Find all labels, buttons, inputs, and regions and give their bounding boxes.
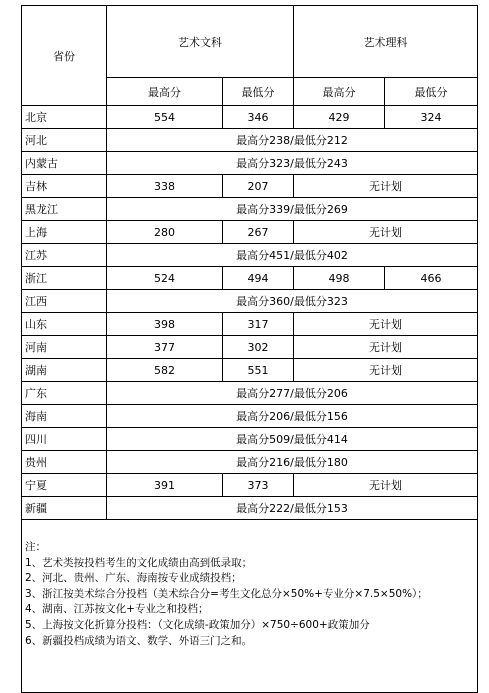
province-cell: 宁夏 — [22, 474, 107, 497]
merged-score-cell: 最高分238/最低分212 — [107, 129, 478, 152]
arts-liberal-header: 艺术文科 — [107, 6, 294, 78]
province-cell: 广东 — [22, 382, 107, 405]
table-row — [22, 129, 478, 152]
table-row — [22, 106, 478, 129]
table-row — [22, 359, 478, 382]
score-cell: 582 — [107, 359, 223, 382]
score-cell: 391 — [107, 474, 223, 497]
table-row — [22, 152, 478, 175]
score-cell: 377 — [107, 336, 223, 359]
score-cell: 280 — [107, 221, 223, 244]
no-plan-cell: 无计划 — [294, 313, 478, 336]
province-cell: 内蒙古 — [22, 152, 107, 175]
science-max-header: 最高分 — [294, 78, 385, 106]
notes-cell — [22, 520, 478, 693]
province-cell: 吉林 — [22, 175, 107, 198]
merged-score-cell: 最高分222/最低分153 — [107, 497, 478, 520]
score-cell: 302 — [223, 336, 294, 359]
province-cell: 江苏 — [22, 244, 107, 267]
score-cell: 346 — [223, 106, 294, 129]
merged-score-cell: 最高分216/最低分180 — [107, 451, 478, 474]
note-line: 2、河北、贵州、广东、海南按专业成绩投档； — [25, 572, 242, 585]
province-header: 省份 — [22, 6, 107, 106]
no-plan-cell: 无计划 — [294, 221, 478, 244]
score-cell: 338 — [107, 175, 223, 198]
score-cell: 554 — [107, 106, 223, 129]
province-cell: 北京 — [22, 106, 107, 129]
arts-science-header: 艺术理科 — [294, 6, 478, 78]
table-row — [22, 313, 478, 336]
score-cell: 317 — [223, 313, 294, 336]
merged-score-cell: 最高分360/最低分323 — [107, 290, 478, 313]
province-cell: 河北 — [22, 129, 107, 152]
table-row — [22, 451, 478, 474]
province-cell: 湖南 — [22, 359, 107, 382]
table-row — [22, 428, 478, 451]
table-row — [22, 221, 478, 244]
province-cell: 江西 — [22, 290, 107, 313]
score-cell: 398 — [107, 313, 223, 336]
liberal-min-header: 最低分 — [223, 78, 294, 106]
province-cell: 上海 — [22, 221, 107, 244]
table-row — [22, 290, 478, 313]
liberal-max-header: 最高分 — [107, 78, 223, 106]
no-plan-cell: 无计划 — [294, 336, 478, 359]
merged-score-cell: 最高分277/最低分206 — [107, 382, 478, 405]
note-line: 5、上海按文化折算分投档：（文化成绩-政策加分）×750÷600+政策加分 — [25, 618, 370, 631]
table-row — [22, 405, 478, 428]
table-row — [22, 497, 478, 520]
no-plan-cell: 无计划 — [294, 359, 478, 382]
note-line: 6、新疆投档成绩为语文、数学、外语三门之和。 — [25, 634, 253, 647]
table-row — [22, 198, 478, 221]
merged-score-cell: 最高分339/最低分269 — [107, 198, 478, 221]
score-cell: 207 — [223, 175, 294, 198]
province-cell: 四川 — [22, 428, 107, 451]
score-cell: 324 — [385, 106, 478, 129]
notes-title: 注： — [25, 541, 46, 553]
note-line: 4、湖南、江苏按文化+专业之和投档； — [25, 603, 209, 616]
score-cell: 429 — [294, 106, 385, 129]
table-row — [22, 336, 478, 359]
score-cell: 494 — [223, 267, 294, 290]
table-row — [22, 267, 478, 290]
note-line: 3、浙江按美术综合分投档（美术综合分=考生文化总分×50%+专业分×7.5×50%）； — [25, 587, 428, 600]
merged-score-cell: 最高分451/最低分402 — [107, 244, 478, 267]
score-cell: 524 — [107, 267, 223, 290]
province-cell: 贵州 — [22, 451, 107, 474]
no-plan-cell: 无计划 — [294, 474, 478, 497]
science-min-header: 最低分 — [385, 78, 478, 106]
province-cell: 浙江 — [22, 267, 107, 290]
table-row — [22, 175, 478, 198]
merged-score-cell: 最高分509/最低分414 — [107, 428, 478, 451]
admission-score-table — [21, 5, 478, 693]
table-row — [22, 474, 478, 497]
province-cell: 河南 — [22, 336, 107, 359]
merged-score-cell: 最高分206/最低分156 — [107, 405, 478, 428]
no-plan-cell: 无计划 — [294, 175, 478, 198]
merged-score-cell: 最高分323/最低分243 — [107, 152, 478, 175]
score-cell: 551 — [223, 359, 294, 382]
table-row — [22, 244, 478, 267]
score-cell: 373 — [223, 474, 294, 497]
notes-row — [22, 520, 478, 693]
province-cell: 新疆 — [22, 497, 107, 520]
score-cell: 267 — [223, 221, 294, 244]
province-cell: 山东 — [22, 313, 107, 336]
score-cell: 466 — [385, 267, 478, 290]
table-row — [22, 382, 478, 405]
score-cell: 498 — [294, 267, 385, 290]
province-cell: 黑龙江 — [22, 198, 107, 221]
province-cell: 海南 — [22, 405, 107, 428]
note-line: 1、艺术类按投档考生的文化成绩由高到低录取； — [25, 556, 253, 569]
